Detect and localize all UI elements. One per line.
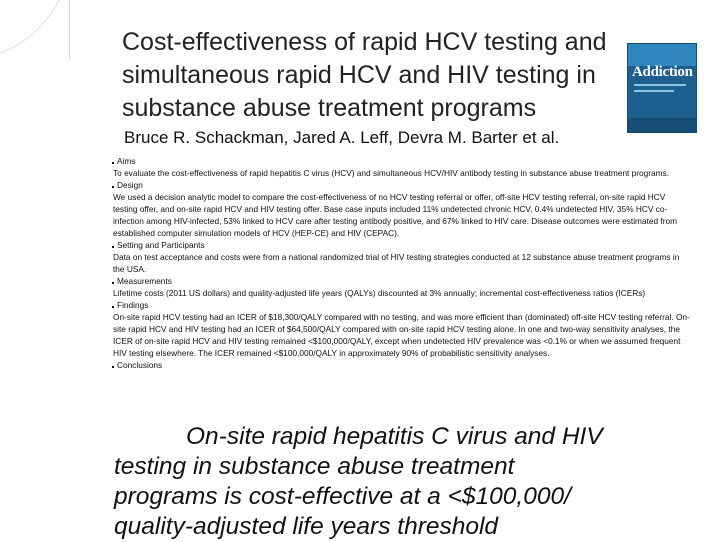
slide-title-line: Cost-effectiveness of rapid HCV testing and <box>122 28 607 56</box>
slide-title-line: substance abuse treatment programs <box>122 94 537 122</box>
abstract-paragraph: To evaluate the cost-effectiveness of rapid hepatitis C virus (HCV) and simultaneous HCV/HIV antibody testing in substance abuse treatment programs. <box>113 168 670 178</box>
conclusion-line: quality-adjusted life years threshold <box>114 513 499 540</box>
abstract-heading <box>113 155 691 167</box>
abstract-paragraph: We used a decision analytic model to compare the cost-effectiveness of no HCV testing referral or offer, off-site HCV testing referral, on-site rapid HCV testing offer, and on-site rapid HCV and HIV testing offer. Base case inputs included 11% undetected chronic HCV, 0.4% undetected HIV, 35% HCV co-infection among HIV-infected, 53% linked to HCV care after testing antibody positive, and 67% linked to HIV care. Disease outcomes were estimated from established computer simulation models of HCV (HEP-CE) and HIV (CEPAC). <box>113 192 678 238</box>
abstract-heading-label: Aims <box>117 156 136 166</box>
abstract-heading-label: Measurements <box>117 276 172 286</box>
journal-cover-image <box>628 44 696 132</box>
bullet-icon <box>112 162 114 164</box>
conclusion-statement <box>114 422 714 542</box>
abstract-paragraph: Data on test acceptance and costs were from a national randomized trial of HIV testing strategies conducted at 12 substance abuse treatment programs in the USA. <box>113 252 680 274</box>
abstract-heading <box>113 239 691 251</box>
conclusion-line: testing in substance abuse treatment <box>114 453 515 480</box>
journal-cover-band <box>628 44 696 66</box>
slide-authors: Bruce R. Schackman, Jared A. Leff, Devra M. Barter et al. <box>124 128 560 147</box>
abstract-heading-label: Findings <box>117 300 149 310</box>
abstract-heading <box>113 359 691 371</box>
conclusion-line: programs is cost-effective at a <$100,000/ <box>114 483 571 510</box>
abstract-heading-label: Conclusions <box>117 360 163 370</box>
corner-decoration-arc <box>0 0 71 61</box>
conclusion-line: On-site rapid hepatitis C virus and HIV <box>186 423 603 450</box>
abstract-heading <box>113 179 691 191</box>
journal-cover-decoration <box>634 84 686 86</box>
bullet-icon <box>112 282 114 284</box>
abstract-heading <box>113 299 691 311</box>
abstract-body <box>113 155 691 371</box>
journal-cover-masthead: Addiction <box>632 64 693 80</box>
abstract-heading <box>113 275 691 287</box>
corner-decoration-rule <box>69 0 70 60</box>
abstract-heading-label: Design <box>117 180 143 190</box>
abstract-paragraph: On-site rapid HCV testing had an ICER of $18,300/QALY compared with no testing, and was more efficient than (dominated) off-site HCV testing referral. On-site rapid HCV and HIV testing had an ICER of $64,500/QALY compared with on-site rapid HCV testing alone. In one and two-way sensitivity analyses, the ICER of on-site rapid HCV and HIV testing remained <$100,000/QALY, except when undetected HIV prevalence was <0.1% or when we assumed frequent HIV testing elsewhere. The ICER remained <$100,000/QALY in approximately 90% of probabilistic sensitivity analyses. <box>113 312 690 358</box>
journal-cover-decoration <box>634 90 674 92</box>
slide-title <box>122 26 682 125</box>
bullet-icon <box>112 186 114 188</box>
bullet-icon <box>112 306 114 308</box>
abstract-paragraph: Lifetime costs (2011 US dollars) and quality-adjusted life years (QALYs) discounted at 3% annually; incremental cost-effectiveness ratios (ICERs) <box>113 288 646 298</box>
bullet-icon <box>112 366 114 368</box>
slide-title-line: simultaneous rapid HCV and HIV testing in <box>122 61 596 89</box>
bullet-icon <box>112 246 114 248</box>
abstract-heading-label: Setting and Participants <box>117 240 205 250</box>
